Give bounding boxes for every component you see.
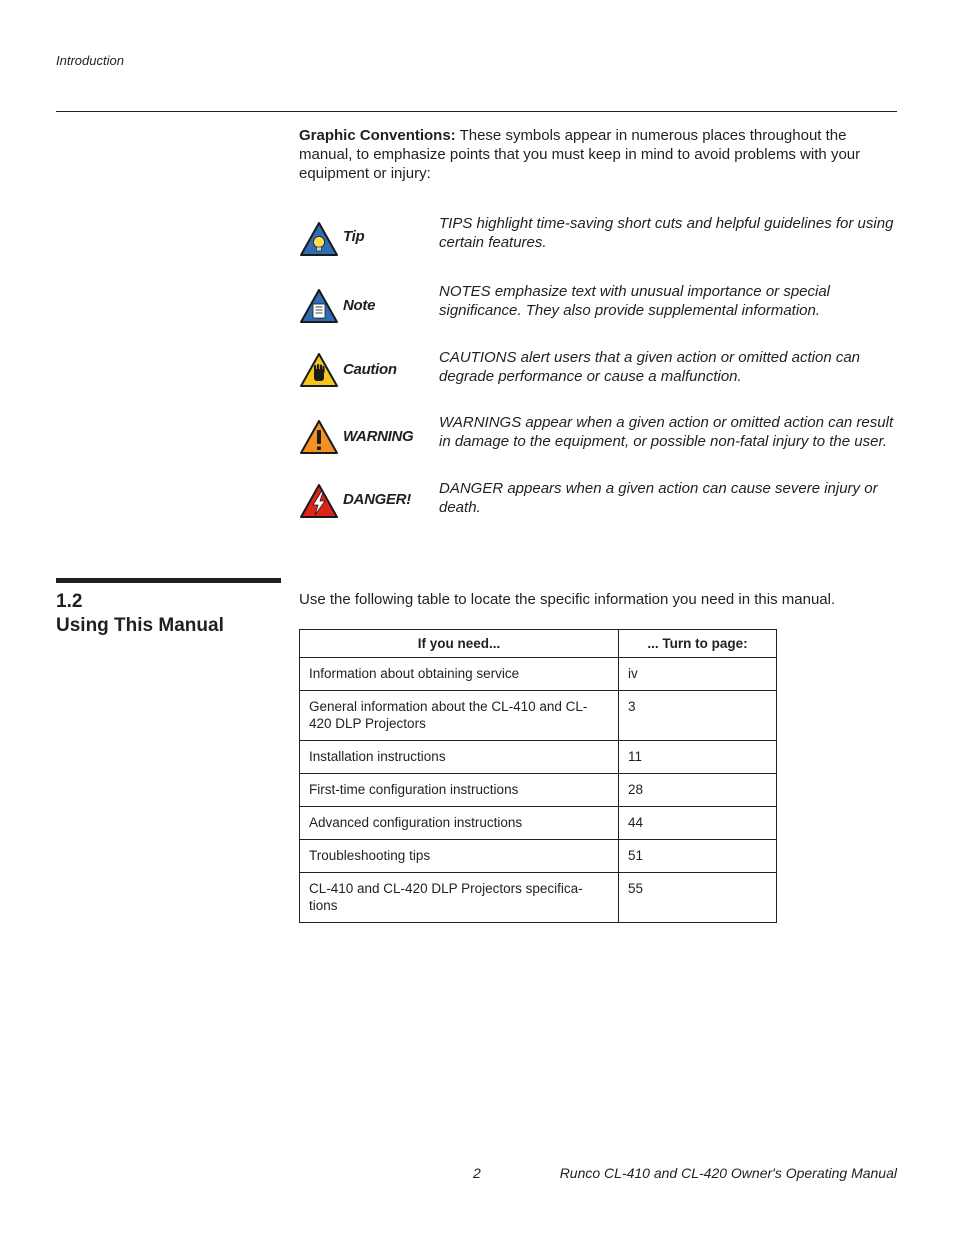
page-cell: 55 [619, 873, 777, 923]
running-header: Introduction [56, 53, 124, 68]
page-cell: 28 [619, 774, 777, 807]
page-cell: iv [619, 658, 777, 691]
danger-lightning-icon [299, 483, 339, 519]
convention-note [299, 282, 899, 332]
table-row [300, 691, 777, 741]
need-cell: CL-410 and CL-420 DLP Projectors specifica-tions [300, 873, 619, 923]
section-title: Using This Manual [56, 615, 224, 636]
table-row [300, 741, 777, 774]
section-number: 1.2 [56, 591, 83, 612]
table-header-row [300, 630, 777, 658]
need-cell: First-time configuration instructions [300, 774, 619, 807]
table-row [300, 840, 777, 873]
warning-exclamation-icon [299, 419, 339, 455]
need-cell: Troubleshooting tips [300, 840, 619, 873]
need-cell: Information about obtaining service [300, 658, 619, 691]
convention-warning [299, 413, 899, 463]
intro-lead: Graphic Conventions: [299, 127, 456, 144]
section-heading [56, 590, 224, 638]
page-cell: 11 [619, 741, 777, 774]
page-reference-table [299, 629, 777, 923]
convention-caution [299, 348, 899, 398]
header-divider [56, 111, 897, 112]
convention-description: CAUTIONS alert users that a given action or omitted action can degrade performance or cause a malfunction. [439, 349, 861, 385]
page-number: 2 [473, 1165, 481, 1181]
table-intro-text: Use the following table to locate the specific information you need in this manual. [299, 591, 836, 608]
convention-label: WARNING [343, 428, 414, 445]
convention-description: NOTES emphasize text with unusual importance or special significance. They also provide supplemental information. [439, 283, 831, 319]
table-row [300, 774, 777, 807]
convention-label: DANGER! [343, 491, 411, 508]
graphic-conventions-intro [299, 126, 889, 183]
convention-label: Tip [343, 228, 365, 245]
need-cell: Installation instructions [300, 741, 619, 774]
page-cell: 44 [619, 807, 777, 840]
convention-label: Caution [343, 361, 397, 378]
section-rule [56, 578, 281, 583]
table-row [300, 807, 777, 840]
caution-hand-icon [299, 352, 339, 388]
need-cell: Advanced configuration instructions [300, 807, 619, 840]
convention-description: TIPS highlight time-saving short cuts and helpful guidelines for using certain features. [439, 215, 894, 251]
convention-label: Note [343, 297, 376, 314]
column-header-page: ... Turn to page: [619, 630, 777, 658]
intro-text: These symbols appear in numerous places throughout the manual, to emphasize points that you must keep in mind to avoid problems with your equipment or injury: [299, 127, 861, 182]
footer-manual-title: Runco CL-410 and CL-420 Owner's Operating Manual [559, 1165, 897, 1181]
note-hand-icon [299, 288, 339, 324]
convention-description: DANGER appears when a given action can cause severe injury or death. [439, 480, 878, 516]
page-cell: 51 [619, 840, 777, 873]
page-cell: 3 [619, 691, 777, 741]
convention-tip [299, 214, 899, 264]
convention-danger [299, 479, 899, 529]
column-header-need: If you need... [300, 630, 619, 658]
need-cell: General information about the CL-410 and CL-420 DLP Projectors [300, 691, 619, 741]
lightbulb-icon [299, 221, 339, 257]
table-row [300, 873, 777, 923]
convention-description: WARNINGS appear when a given action or omitted action can result in damage to the equipment, or possible non-fatal injury to the user. [439, 414, 894, 450]
table-row [300, 658, 777, 691]
